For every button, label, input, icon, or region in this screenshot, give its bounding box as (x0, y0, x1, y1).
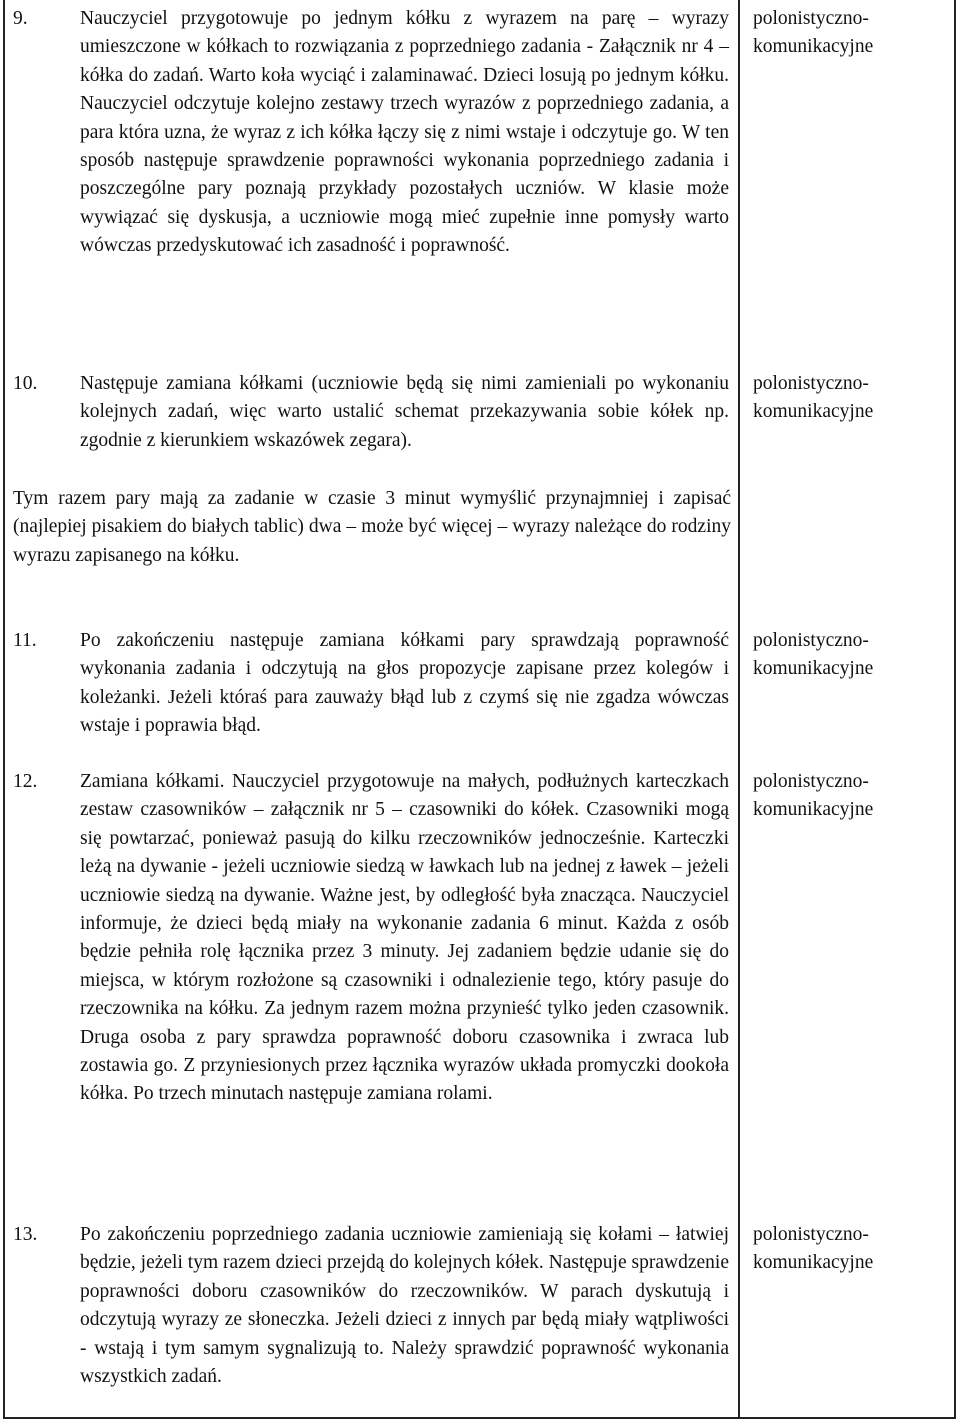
category-label (753, 1221, 948, 1278)
category-line-2: komunikacyjne (753, 799, 874, 821)
category-line-2: komunikacyjne (753, 401, 874, 423)
item-number: 11. (13, 630, 37, 651)
category-line-2: komunikacyjne (753, 658, 874, 680)
category-line-1: polonistyczno- (753, 630, 869, 651)
table-row-12 (13, 768, 729, 1109)
table-row-9 (13, 5, 729, 261)
category-line-2: komunikacyjne (753, 1252, 874, 1274)
table-row-11 (13, 627, 729, 741)
table-row-13 (13, 1221, 729, 1391)
item-text: Po zakończeniu poprzedniego zadania uczniowie zamieniają się kołami – łatwiej będzie, jeżeli tym razem dzieci przejdą do kolejnych kółek. Następuje sprawdzenie poprawności doboru czasowników do rzeczowników. W parach dyskutują i odczytują wyrazy ze słoneczka. Jeżeli dzieci z innych par będą miały wątpliwości - wstają i tym samym sygnalizują to. Należy sprawdzić poprawność wykonania wszystkich zadań. (80, 1224, 729, 1388)
category-line-1: polonistyczno- (753, 1224, 869, 1245)
category-line-1: polonistyczno- (753, 8, 869, 29)
item-text: Zamiana kółkami. Nauczyciel przygotowuje na małych, podłużnych karteczkach zestaw czasowników – załącznik nr 5 – czasowniki do kółek. Czasowniki mogą się powtarzać, ponieważ pasują do kilku rzeczowników jednocześnie. Karteczki leżą na dywanie - jeżeli uczniowie siedzą w ławkach lub na jednej z ławek – jeżeli uczniowie siedzą na dywanie. Ważne jest, by odległość była znacząca. Nauczyciel informuje, że dzieci będą miały na wykonanie zadania 6 minut. Każda z osób będzie pełniła rolę łącznika przez 3 minuty. Jej zadaniem będzie udanie się do miejsca, w którym rozłożone są czasowniki i odnalezienie tego, który pasuje do rzeczownika na kółku. Za jednym razem można przynieść tylko jeden czasownik. Druga osoba z pary sprawdza poprawność doboru czasownika i zwraca lub zostawia go. Z przyniesionych przez łącznika wyrazów układa promyczki dookoła kółka. Po trzech minutach następuje zamiana rolami. (80, 771, 729, 1105)
item-extra-text: Tym razem pary mają za zadanie w czasie 3 minut wymyślić przynajmniej i zapisać (najlepiej pisakiem do białych tablic) dwa – może być więcej – wyrazy należące do rodziny wyrazu zapisanego na kółku. (13, 488, 731, 566)
item-number: 12. (13, 771, 38, 792)
category-label (753, 627, 948, 684)
category-label (753, 370, 948, 427)
item-text: Nauczyciel przygotowuje po jednym kółku z wyrazem na parę – wyrazy umieszczone w kółkach to rozwiązania z poprzedniego zadania - Załącznik nr 4 – kółka do zadań. Warto koła wyciąć i zalaminawać. Dzieci losują po jednym kółku. Nauczyciel odczytuje kolejno zestawy trzech wyrazów z poprzedniego zadania, a para która uzna, że wyraz z ich kółka łączy się z nimi wstaje i odczytuje go. W ten sposób następuje sprawdzenie poprawności wykonania poprzedniego zadania i poszczególne pary poznają przykłady pozostałych uczniów. W klasie może wywiązać się dyskusja, a uczniowie mogą mieć zupełnie inne pomysły warto wówczas przedyskutować ich zasadność i poprawność. (80, 8, 729, 257)
category-label (753, 5, 948, 62)
category-line-1: polonistyczno- (753, 771, 869, 792)
item-text: Następuje zamiana kółkami (uczniowie będą się nimi zamieniali po wykonaniu kolejnych zadań, więc warto ustalić schemat przekazywania sobie kółek np. zgodnie z kierunkiem wskazówek zegara). (80, 373, 729, 451)
item-number: 9. (13, 8, 28, 29)
item-number: 13. (13, 1224, 38, 1245)
column-divider (738, 0, 740, 1419)
category-label (753, 768, 948, 825)
table-row-10 (13, 370, 729, 455)
item-number: 10. (13, 373, 38, 394)
item-text: Po zakończeniu następuje zamiana kółkami pary sprawdzają poprawność wykonania zadania i odczytują na głos propozycje zapisane przez kolegów i koleżanki. Jeżeli któraś para zauważy błąd lub z czymś się nie zgadza wówczas wstaje i poprawia błąd. (80, 630, 729, 737)
category-line-2: komunikacyjne (753, 36, 874, 58)
category-line-1: polonistyczno- (753, 373, 869, 394)
